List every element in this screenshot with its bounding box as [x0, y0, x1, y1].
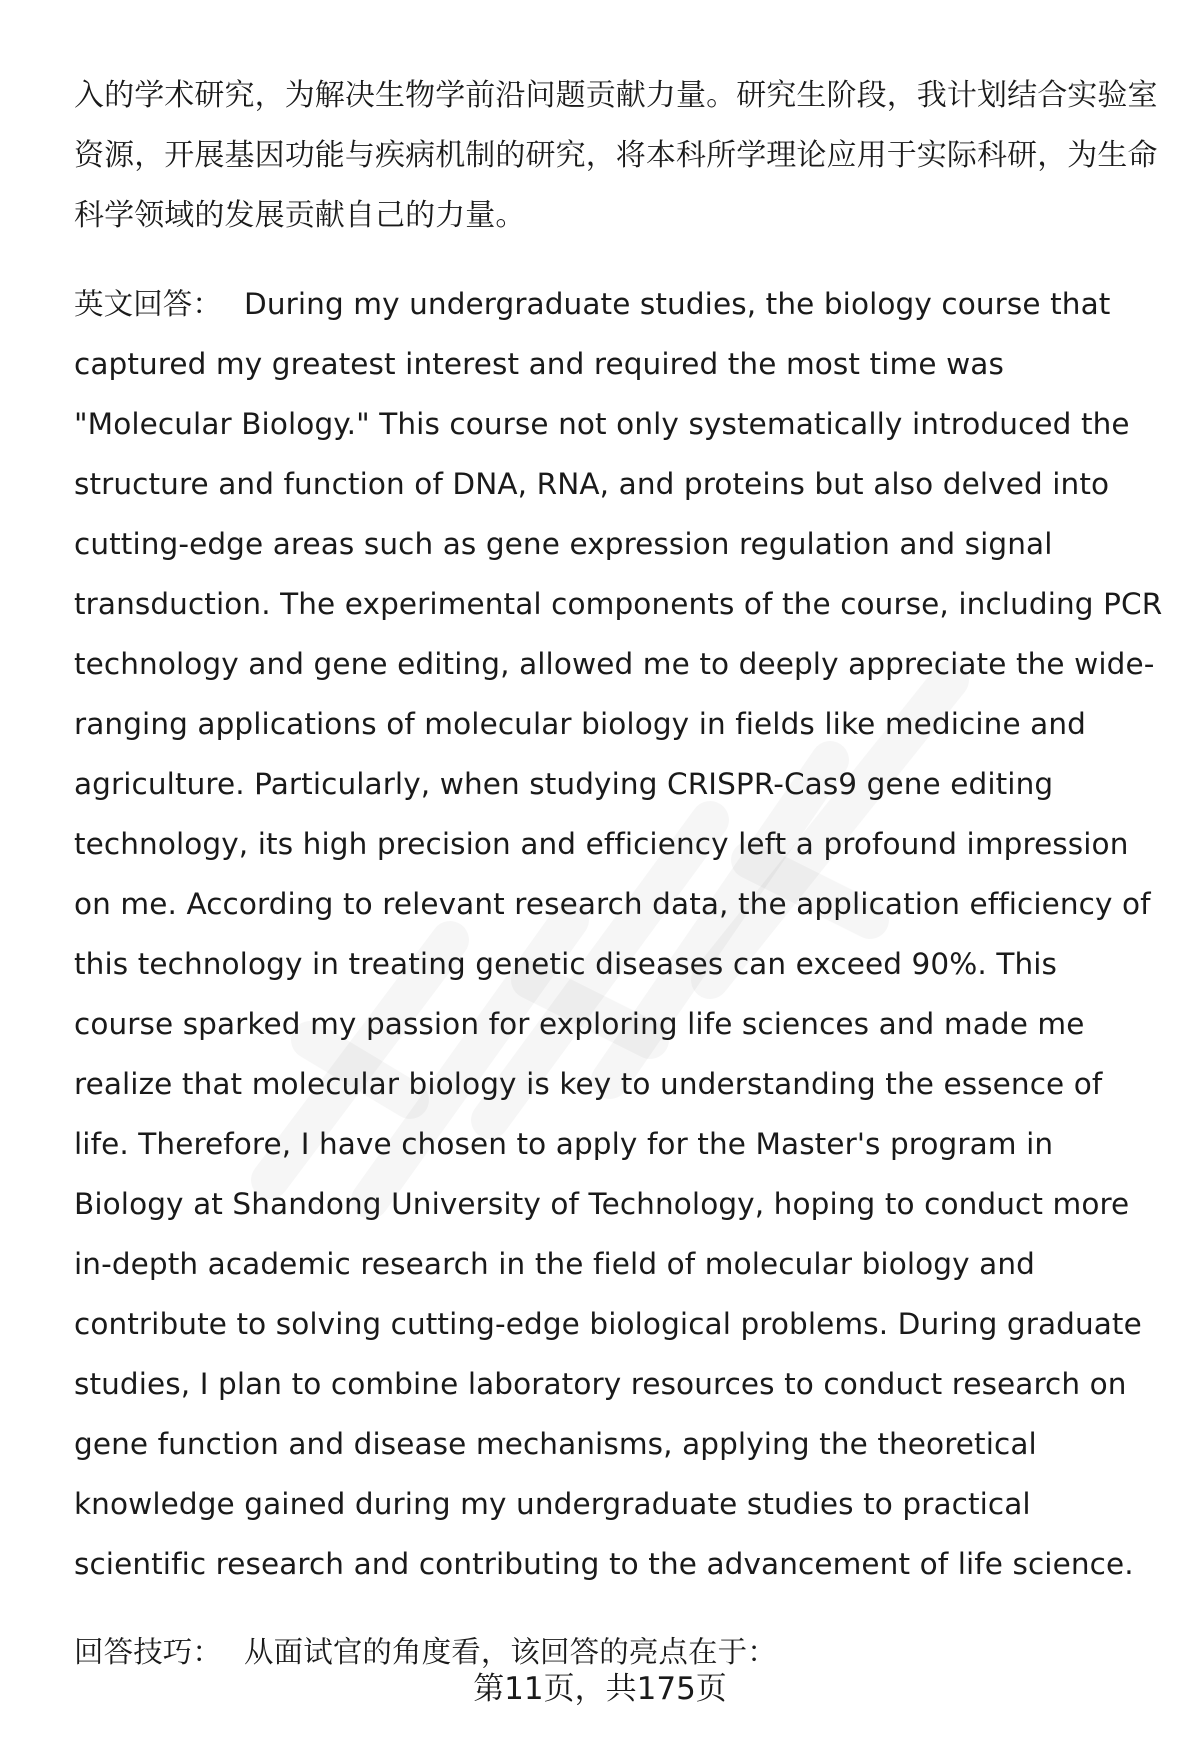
page-number-footer: 第11页，共175页 — [473, 1671, 727, 1707]
english-answer-label: 英文回答： — [74, 287, 223, 321]
answer-tips-text: 从面试官的角度看，该回答的亮点在于： — [244, 1635, 777, 1669]
answer-tips-label: 回答技巧： — [74, 1635, 223, 1669]
chinese-paragraph: 入的学术研究，为解决生物学前沿问题贡献力量。研究生阶段，我计划结合实验室资源，开展基因功能与疾病机制的研究，将本科所学理论应用于实际科研，为生命科学领域的发展贡献自己的力量。 — [74, 78, 1158, 233]
english-answer-text: During my undergraduate studies, the biology course that captured my greatest interest and required the most time was "Molecular Biology." This course not only systematically introduced the structure and function of DNA, RNA, and proteins but also delved into cutting-edge areas such as gene expression regulation and signal transduction. The experimental components of the course, including PCR technology and gene editing, allowed me to deeply appreciate the wide-ranging applications of molecular biology in fields like medicine and agriculture. Particularly, when studying CRISPR-Cas9 gene editing technology, its high precision and efficiency left a profound impression on me. According to relevant research data, the application efficiency of this technology in treating genetic diseases can exceed 90%. This course sparked my passion for exploring life sciences and made me realize that molecular biology is key to understanding the essence of life. Therefore, I have chosen to apply for the Master's program in Biology at Shandong University of Technology, hoping to conduct more in-depth academic research in the field of molecular biology and contribute to solving cutting-edge biological problems. During graduate studies, I plan to combine laboratory resources to conduct research on gene function and disease mechanisms, applying the theoretical knowledge gained during my undergraduate studies to practical scientific research and contributing to the advancement of life science. — [74, 287, 1163, 1581]
document-body — [74, 66, 1164, 1682]
english-answer-paragraph — [74, 274, 1164, 1594]
